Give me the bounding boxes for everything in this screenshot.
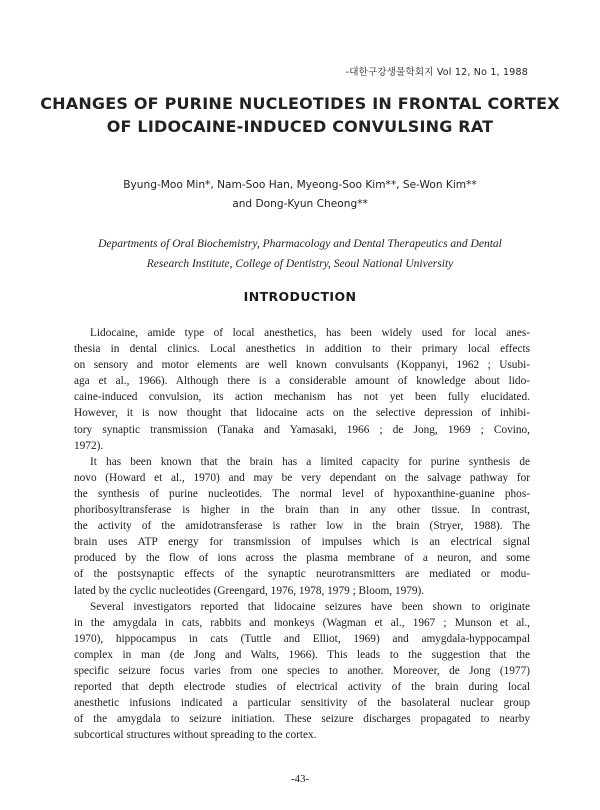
text-line: thesia in dental clinics. Local anesthetics in addition to their primary local effects (74, 343, 530, 356)
page-number: -43- (290, 773, 310, 785)
affiliation-line-2: Research Institute, College of Dentistry, Seoul National University (146, 258, 454, 270)
body-text (74, 325, 530, 743)
text-line: lated by the cyclic nucleotides (Greengard, 1976, 1978, 1979 ; Bloom, 1979). (74, 584, 425, 597)
text-line: of the amygdala to seizure initiation. These seizure discharges propagated to nearby (74, 713, 530, 726)
title-line-2: OF LIDOCAINE-INDUCED CONVULSING RAT (106, 117, 494, 136)
authors-line-1: Byung-Moo Min*, Nam-Soo Han, Myeong-Soo Kim**, Se-Won Kim** (123, 179, 477, 191)
text-line: anesthetic infusions indicated a particular sensitivity of the basolateral nuclear group (74, 697, 530, 710)
running-head: -대한구강생물학회지 Vol 12, No 1, 1988 (345, 67, 528, 78)
text-line: brain uses ATP energy for transmission of impulses which is an electrical signal (74, 536, 530, 549)
text-line: Several investigators reported that lidocaine seizures have been shown to originate (90, 600, 530, 613)
text-line: subcortical structures without spreading to the cortex. (74, 729, 317, 742)
affiliation-line-1: Departments of Oral Biochemistry, Pharmacology and Dental Therapeutics and Dental (98, 238, 502, 250)
section-heading: INTRODUCTION (243, 289, 357, 304)
text-line: complex in man (de Jong and Walts, 1966). This leads to the suggestion that the (74, 648, 530, 661)
article-title (0, 92, 600, 138)
text-line: caine-induced convulsion, its action mechanism has not yet been fully elucidated. (74, 391, 530, 404)
text-line: tory synaptic transmission (Tanaka and Yamasaki, 1966 ; de Jong, 1969 ; Covino, (74, 423, 530, 436)
text-line: the synthesis of purine nucleotides. The normal level of hypoxanthine-guanine phos- (74, 487, 530, 500)
paragraph (74, 599, 530, 744)
paragraph (74, 325, 530, 454)
text-line: phoribosyltransferase is higher in the brain than in any other tissue. In contrast, (74, 504, 530, 517)
text-line: of the postsynaptic effects of the synaptic neurotransmitters are mediated or modu- (74, 568, 530, 581)
text-line: in the amygdala in cats, rabbits and monkeys (Wagman et al., 1967 ; Munson et al., (74, 616, 530, 629)
text-line: the activity of the amidotransferase is rather low in the brain (Stryer, 1988). The (74, 520, 530, 533)
title-line-1: CHANGES OF PURINE NUCLEOTIDES IN FRONTAL CORTEX (40, 94, 560, 113)
text-line: on sensory and motor elements are well known convulsants (Koppanyi, 1962 ; Usubi- (74, 359, 530, 372)
authors-line-2: and Dong-Kyun Cheong** (232, 198, 368, 210)
text-line: aga et al., 1966). Although there is a considerable amount of knowledge about lido- (74, 375, 530, 388)
text-line: novo (Howard et al., 1970) and may be very dependant on the salvage pathway for (74, 471, 530, 484)
text-line: It has been known that the brain has a limited capacity for purine synthesis de (90, 455, 530, 468)
affiliation (0, 234, 600, 274)
text-line: specific seizure focus varies from one species to another. Moreover, de Jong (1977) (74, 664, 530, 677)
text-line: 1972). (74, 439, 104, 452)
author-list (0, 176, 600, 214)
text-line: However, it is now thought that lidocaine acts on the selective depression of inhibi- (74, 407, 530, 420)
text-line: Lidocaine, amide type of local anesthetics, has been widely used for local anes- (90, 327, 530, 339)
text-line: 1970), hippocampus in cats (Tuttle and Elliot, 1969) and amygdala-hyppocampal (74, 632, 530, 645)
paragraph (74, 454, 530, 599)
text-line: produced by the flow of ions across the plasma membrane of a neuron, and some (74, 552, 530, 565)
text-line: reported that depth electrode studies of electrical activity of the brain during local (74, 681, 530, 694)
